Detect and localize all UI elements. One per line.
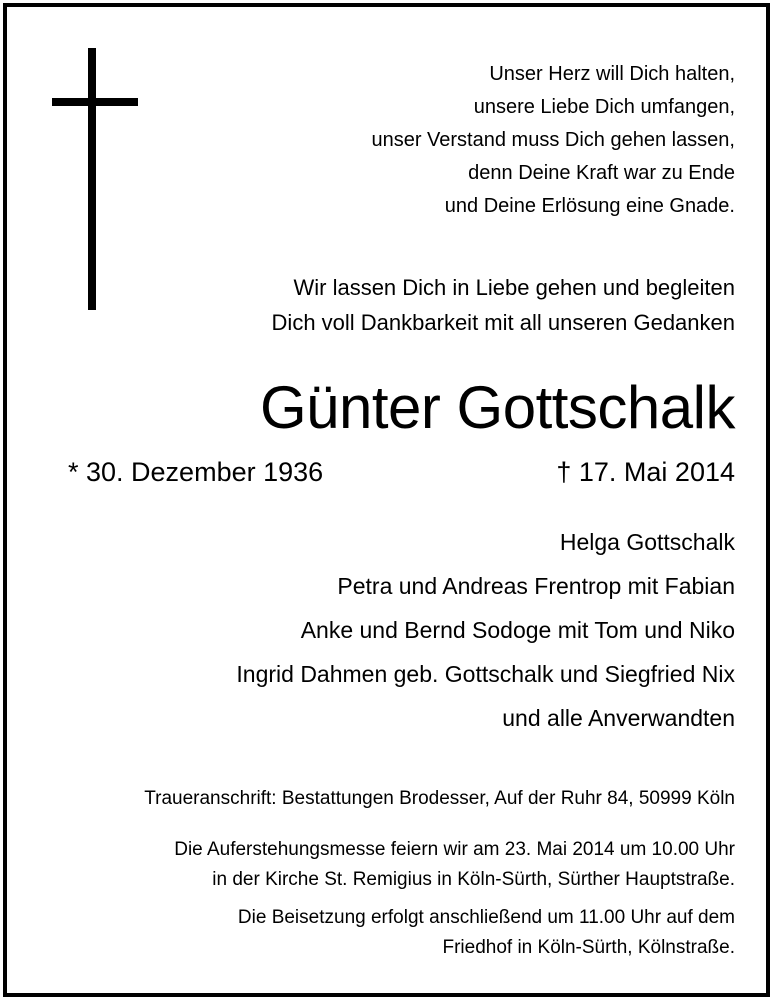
farewell-line: Wir lassen Dich in Liebe gehen und begleiten bbox=[293, 275, 735, 300]
birth-date: * 30. Dezember 1936 bbox=[68, 457, 324, 487]
death-date: † 17. Mai 2014 bbox=[556, 457, 735, 487]
mourner-entry: und alle Anverwandten bbox=[502, 705, 735, 731]
poem-line: und Deine Erlösung eine Gnade. bbox=[444, 195, 735, 217]
burial-info bbox=[238, 903, 735, 963]
poem-line: denn Deine Kraft war zu Ende bbox=[468, 162, 735, 184]
farewell-line: Dich voll Dankbarkeit mit all unseren Gedanken bbox=[271, 310, 735, 335]
mass-line: Die Auferstehungsmesse feiern wir am 23. Mai 2014 um 10.00 Uhr bbox=[174, 839, 735, 860]
mourner-entry: Petra und Andreas Frentrop mit Fabian bbox=[337, 573, 735, 599]
poem-line: unsere Liebe Dich umfangen, bbox=[473, 96, 735, 118]
burial-line: Die Beisetzung erfolgt anschließend um 11.00 Uhr auf dem bbox=[237, 907, 735, 928]
mourner-entry: Ingrid Dahmen geb. Gottschalk und Siegfried Nix bbox=[236, 661, 735, 687]
mass-info bbox=[174, 835, 735, 895]
mourning-address: Traueranschrift: Bestattungen Brodesser, Auf der Ruhr 84, 50999 Köln bbox=[144, 788, 735, 809]
poem-verse bbox=[371, 58, 735, 223]
cross-horizontal-bar bbox=[52, 98, 138, 106]
mourner-entry: Helga Gottschalk bbox=[559, 529, 735, 555]
mourners-list bbox=[236, 520, 735, 740]
mass-line: in der Kirche St. Remigius in Köln-Sürth, Sürther Hauptstraße. bbox=[212, 869, 735, 890]
mourner-entry: Anke und Bernd Sodoge mit Tom und Niko bbox=[300, 617, 735, 643]
poem-line: Unser Herz will Dich halten, bbox=[489, 63, 735, 85]
poem-line: unser Verstand muss Dich gehen lassen, bbox=[371, 129, 735, 151]
farewell-verse bbox=[272, 270, 735, 340]
burial-line: Friedhof in Köln-Sürth, Kölnstraße. bbox=[442, 937, 735, 958]
deceased-name: Günter Gottschalk bbox=[259, 374, 735, 441]
cross-vertical-bar bbox=[88, 48, 96, 310]
